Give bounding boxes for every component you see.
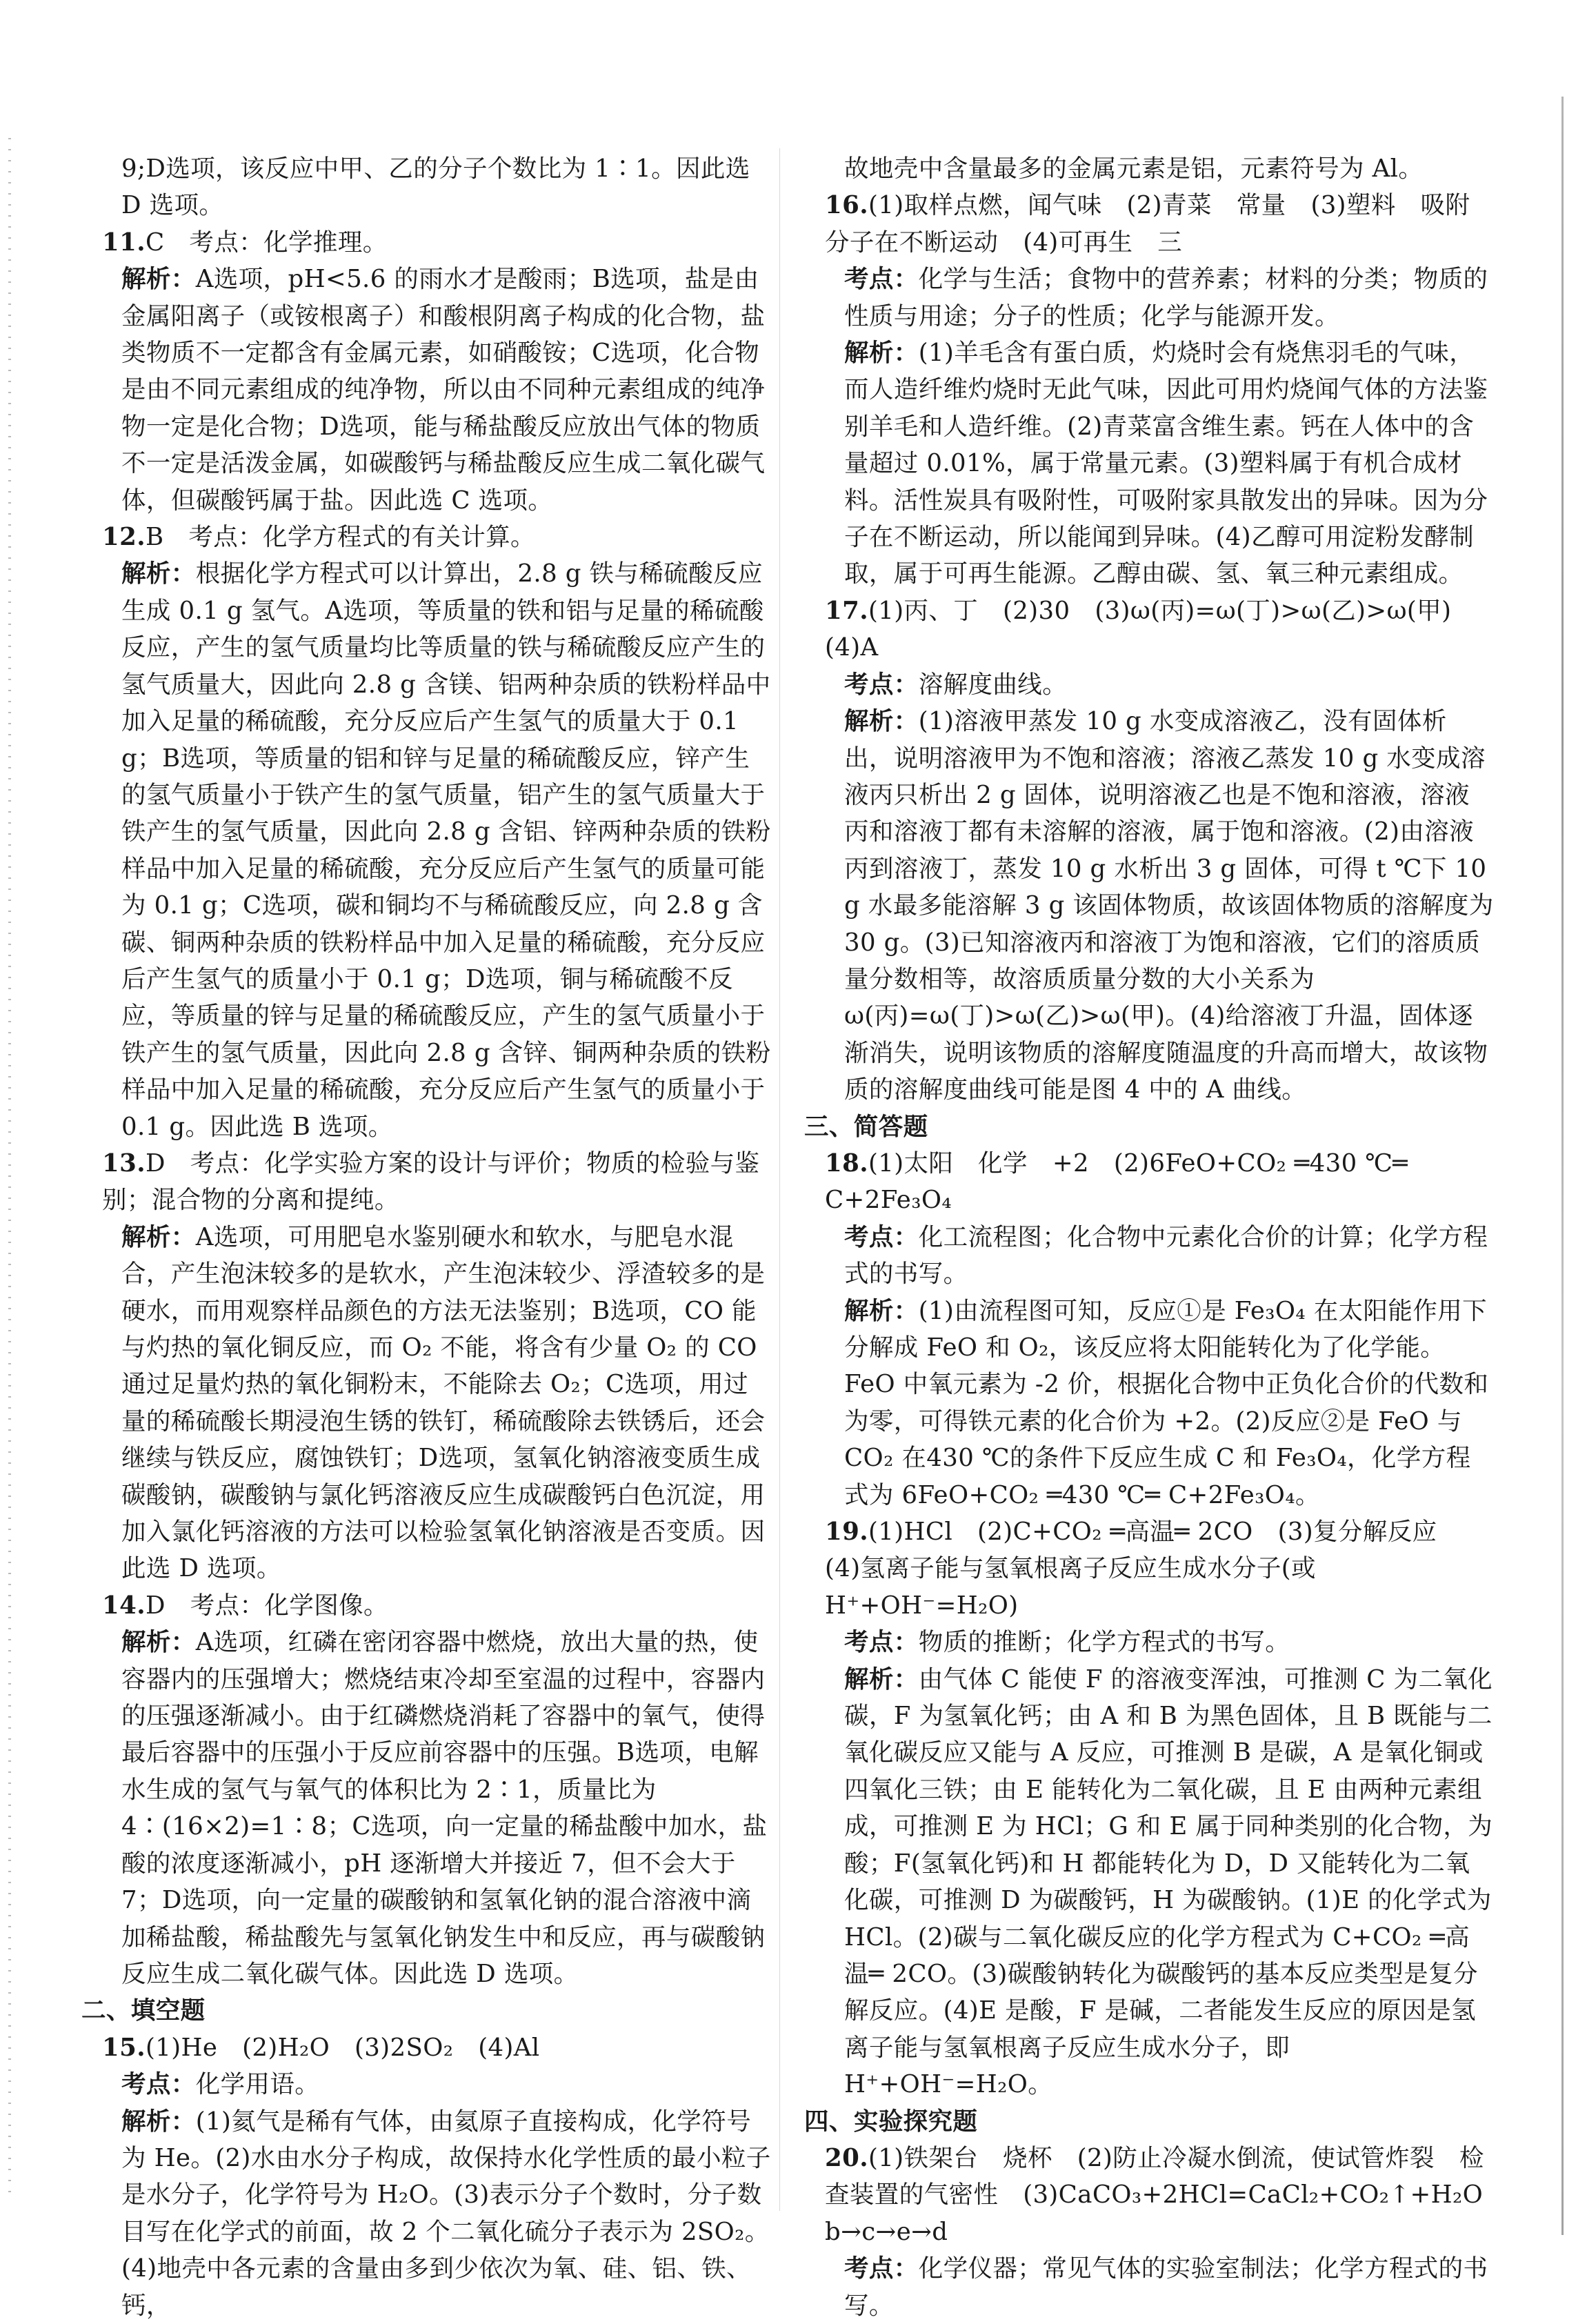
analysis-block [804,2250,1494,2324]
question-answer [804,187,1494,261]
question-number: 16. [825,191,868,220]
analysis-block [804,703,1494,1108]
answer-text: (1)丙、丁 (2)30 (3)ω(丙)=ω(丁)>ω(乙)>ω(甲) (4)A [825,596,1477,662]
continued-text-body: 9;D选项，该反应中甲、乙的分子个数比为 1∶1。因此选 D 选项。 [121,155,750,220]
question-answer [81,2029,771,2066]
question-number: 15. [102,2033,146,2062]
question-answer [804,2140,1508,2250]
analysis-block [81,1219,771,1587]
analysis-block [81,1624,771,1992]
binding-margin [8,138,11,2194]
question-number: 20. [825,2143,868,2172]
block-text: A选项，红磷在密闭容器中燃烧，放出大量的热，使容器内的压强增大；燃烧结束冷却至室温的过程中，容器内的压强逐渐减小。由于红磷燃烧消耗了容器中的氧气，使得最后容器中的压强小于反应前容器中的压强。B选项，电解水生成的氢气与氧气的体积比为 2∶1，质量比为 4∶(16×2)=1∶8；C选项，向一定量的稀盐酸中加水，盐酸的浓度逐渐减小，pH 逐渐增大并接近 7，但不会大于 7；D选项，向一定量的碳酸钠和氢氧化钠的混合溶液中滴加稀盐酸，稀盐酸先与氢氧化钠发生中和反应，再与碳酸钠反应生成二氧化碳气体。因此选 D 选项。 [121,1628,768,1988]
analysis-block [81,2103,771,2324]
block-label: 解析： [844,1665,919,1694]
block-text: 根据化学方程式可以计算出，2.8 g 铁与稀硫酸反应生成 0.1 g 氢气。A选项，等质量的铁和铝与足量的稀硫酸反应，产生的氢气质量均比等质量的铁与稀硫酸反应产生的氢气质量大，因此向 2.8 g 含镁、铝两种杂质的铁粉样品中加入足量的稀硫酸，充分反应后产生氢气的质量大于 0.1 g；B选项，等质量的铝和锌与足量的稀硫酸反应，锌产生的氢气质量小于铁产生的氢气质量，铝产生的氢气质量大于铁产生的氢气质量，因此向 2.8 g 含铝、锌两种杂质的铁粉样品中加入足量的稀硫酸，充分反应后产生氢气的质量可能为 0.1 g；C选项，碳和铜均不与稀硫酸反应，向 2.8 g 含碳、铜两种杂质的铁粉样品中加入足量的稀硫酸，充分反应后产生氢气的质量小于 0.1 g；D选项，铜与稀硫酸不反应，等质量的锌与足量的稀硫酸反应，产生的氢气质量小于铁产生的氢气质量，因此向 2.8 g 含锌、铜两种杂质的铁粉样品中加入足量的稀硫酸，充分反应后产生氢气的质量小于 0.1 g。因此选 B 选项。 [121,559,771,1141]
analysis-block [81,261,771,519]
block-text: (1)羊毛含有蛋白质，灼烧时会有烧焦羽毛的气味，而人造纤维灼烧时无此气味，因此可用灼烧闻气体的方法鉴别羊毛和人造纤维。(2)青菜富含维生素。钙在人体中的含量超过 0.01%，属于常量元素。(3)塑料属于有机合成材料。活性炭具有吸附性，可吸附家具散发出的异味。因为分子在不断运动，所以能闻到异味。(4)乙醇可用淀粉发酵制取，属于可再生能源。乙醇由碳、氢、氧三种元素组成。 [844,339,1488,588]
section-heading-text: 三、简答题 [804,1112,928,1141]
block-label: 解析： [121,265,196,294]
answer-text: (1)取样点燃，闻气味 (2)青菜 常量 (3)塑料 吸附 分子在不断运动 (4)可再生 三 [825,191,1495,257]
block-label: 解析： [121,1628,196,1657]
question-answer [81,1145,771,1219]
answer-text: (1)铁架台 烧杯 (2)防止冷凝水倒流，使试管炸裂 检查装置的气密性 (3)CaCO₃+2HCl=CaCl₂+CO₂↑+H₂O b→c→e→d [825,2143,1508,2246]
question-number: 14. [102,1591,146,1620]
block-text: A选项，可用肥皂水鉴别硬水和软水，与肥皂水混合，产生泡沫较多的是软水，产生泡沫较少、浮渣较多的是硬水，而用观察样品颜色的方法无法鉴别；B选项，CO 能与灼热的氧化铜反应，而 O₂ 不能，将含有少量 O₂ 的 CO 通过足量灼热的氧化铜粉末，不能除去 O₂；C选项，用过量的稀硫酸长期浸泡生锈的铁钉，稀硫酸除去铁锈后，还会继续与铁反应，腐蚀铁钉；D选项，氢氧化钠溶液变质生成碳酸钠，碳酸钠与氯化钙溶液反应生成碳酸钙白色沉淀，用加入氯化钙溶液的方法可以检验氢氧化钠溶液是否变质。因此选 D 选项。 [121,1222,766,1583]
block-label: 考点： [844,1222,919,1251]
analysis-block [804,335,1494,593]
analysis-block [804,1624,1494,1660]
block-text: (1)氦气是稀有气体，由氦原子直接构成，化学符号为 He。(2)水由水分子构成，故保持水化学性质的最小粒子是水分子，化学符号为 H₂O。(3)表示分子个数时，分子数目写在化学式的前面，故 2 个二氧化硫分子表示为 2SO₂。(4)地壳中各元素的含量由多到少依次为氧、硅、铝、铁、钙， [121,2107,771,2320]
question-answer [804,1513,1494,1624]
block-label: 解析： [121,1222,196,1251]
continued-text [804,150,1494,187]
answer-text: B 考点：化学方程式的有关计算。 [145,523,535,552]
block-label: 考点： [844,1628,919,1657]
analysis-block [81,2066,771,2103]
scan-edge [1561,97,1564,2235]
question-number: 12. [102,523,146,552]
analysis-block [804,1293,1494,1513]
block-label: 考点： [844,670,919,699]
question-answer [81,519,771,555]
block-text: 物质的推断；化学方程式的书写。 [918,1628,1290,1657]
block-label: 考点： [844,265,919,294]
block-label: 解析： [121,2107,196,2136]
continued-text-body: 故地壳中含量最多的金属元素是铝，元素符号为 Al。 [844,155,1424,183]
analysis-block [804,666,1494,703]
block-text: 溶解度曲线。 [918,670,1068,699]
block-text: 化学用语。 [195,2070,320,2099]
section-heading [81,1992,771,2029]
continued-text [81,150,771,224]
question-number: 18. [825,1149,868,1178]
question-number: 11. [102,228,146,257]
question-number: 19. [825,1518,868,1547]
answer-text: (1)HCl (2)C+CO₂ ═高温═ 2CO (3)复分解反应 (4)氢离子能与氢氧根离子反应生成水分子(或 H⁺+OH⁻=H₂O) [825,1518,1462,1620]
block-label: 考点： [844,2254,919,2283]
question-answer [81,224,771,261]
analysis-block [81,555,771,1145]
section-heading-text: 二、填空题 [81,1996,206,2025]
right-column [804,150,1508,2324]
analysis-block [804,1661,1494,2103]
question-answer [804,1145,1494,1219]
block-text: 化学与生活；食物中的营养素；材料的分类；物质的性质与用途；分子的性质；化学与能源开发。 [844,265,1488,330]
answer-text: D 考点：化学实验方案的设计与评价；物质的检验与鉴别；混合物的分离和提纯。 [102,1149,760,1215]
block-text: 化学仪器；常见气体的实验室制法；化学方程式的书写。 [844,2254,1488,2320]
block-text: A选项，pH<5.6 的雨水才是酸雨；B选项，盐是由金属阳离子（或铵根离子）和酸根阴离子构成的化合物，盐类物质不一定都含有金属元素，如硝酸铵；C选项，化合物是由不同元素组成的纯净物，所以由不同种元素组成的纯净物一定是化合物；D选项，能与稀盐酸反应放出气体的物质不一定是活泼金属，如碳酸钙与稀盐酸反应生成二氧化碳气体，但碳酸钙属于盐。因此选 C 选项。 [121,265,766,515]
question-number: 13. [102,1149,146,1178]
analysis-block [804,261,1494,335]
block-text: 化工流程图；化合物中元素化合价的计算；化学方程式的书写。 [844,1222,1488,1289]
question-answer [81,1587,771,1624]
answer-text: D 考点：化学图像。 [145,1591,388,1620]
block-label: 解析： [844,1296,919,1325]
question-number: 17. [825,596,868,625]
left-column [81,150,771,2324]
answer-text: C 考点：化学推理。 [145,228,388,257]
block-label: 解析： [121,559,196,588]
block-label: 解析： [844,707,919,736]
column-divider [779,148,780,2211]
question-answer [804,593,1494,666]
block-label: 考点： [121,2070,196,2099]
answer-text: (1)He (2)H₂O (3)2SO₂ (4)Al [145,2033,540,2062]
block-label: 解析： [844,339,919,368]
answer-text: (1)太阳 化学 +2 (2)6FeO+CO₂ ═430 ℃═ C+2Fe₃O₄ [825,1149,1408,1215]
section-heading-text: 四、实验探究题 [804,2107,978,2136]
section-heading [804,2103,1494,2140]
block-text: (1)溶液甲蒸发 10 g 水变成溶液乙，没有固体析出，说明溶液甲为不饱和溶液；溶液乙蒸发 10 g 水变成溶液丙只析出 2 g 固体，说明溶液乙也是不饱和溶液，溶液丙和溶液丁都有未溶解的溶液，属于饱和溶液。(2)由溶液丙到溶液丁，蒸发 10 g 水析出 3 g 固体，可得 t ℃下 10 g 水最多能溶解 3 g 该固体物质，故该固体物质的溶解度为 30 g。(3)已知溶液丙和溶液丁为饱和溶液，它们的溶质质量分数相等，故溶质质量分数的大小关系为 ω(丙)=ω(丁)>ω(乙)>ω(甲)。(4)给溶液丁升温，固体逐渐消失，说明该物质的溶解度随温度的升高而增大，故该物质的溶解度曲线可能是图 4 中的 A 曲线。 [844,707,1494,1104]
block-text: (1)由流程图可知，反应①是 Fe₃O₄ 在太阳能作用下分解成 FeO 和 O₂，该反应将太阳能转化为了化学能。FeO 中氧元素为 -2 价，根据化合物中正负化合价的代数和为零，可得铁元素的化合价为 +2。(2)反应②是 FeO 与 CO₂ 在430 ℃的条件下反应生成 C 和 Fe₃O₄，化学方程式为 6FeO+CO₂ ═430 ℃═ C+2Fe₃O₄。 [844,1296,1489,1509]
section-heading [804,1109,1494,1145]
block-text: 由气体 C 能使 F 的溶液变浑浊，可推测 C 为二氧化碳，F 为氢氧化钙；由 A 和 B 为黑色固体，且 B 既能与二氧化碳反应又能与 A 反应，可推测 B 是碳，A 是氧化铜或四氧化三铁；由 E 能转化为二氧化碳，且 E 由两种元素组成，可推测 E 为 HCl；G 和 E 属于同种类别的化合物，为酸；F(氢氧化钙)和 H 都能转化为 D，D 又能转化为二氧化碳，可推测 D 为碳酸钙，H 为碳酸钠。(1)E 的化学式为 HCl。(2)碳与二氧化碳反应的化学方程式为 C+CO₂ ═高温═ 2CO。(3)碳酸钠转化为碳酸钙的基本反应类型是复分解反应。(4)E 是酸，F 是碱，二者能发生反应的原因是氢离子能与氢氧根离子反应生成水分子，即 H⁺+OH⁻=H₂O。 [844,1665,1493,2099]
analysis-block [804,1219,1494,1293]
